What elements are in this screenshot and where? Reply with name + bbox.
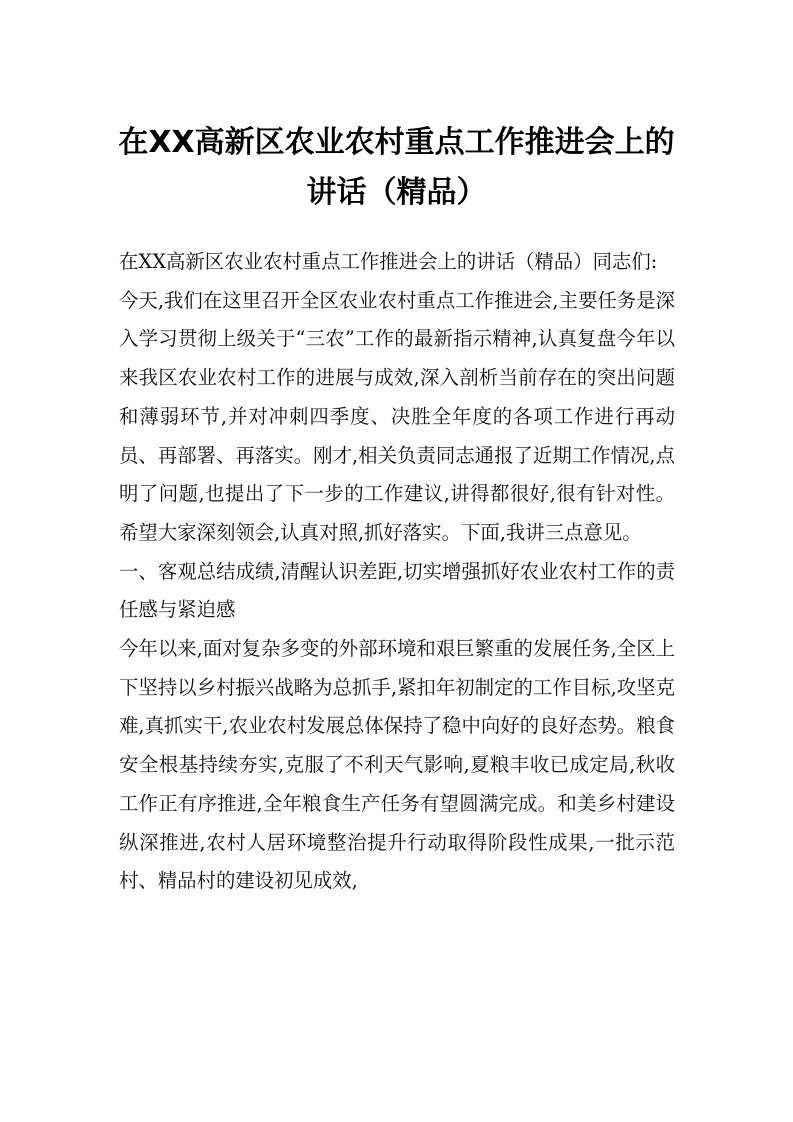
title-line-1: 在XX高新区农业农村重点工作推进会上的 xyxy=(118,125,675,160)
body-paragraph-achievements: 今年以来,面对复杂多变的外部环境和艰巨繁重的发展任务,全区上下坚持以乡村振兴战略为总抓手,紧扣年初制定的工作目标,攻坚克难,真抓实干,农业农村发展总体保持了稳中向好的良好态势。粮食安全根基持续夯实,克服了不利天气影响,夏粮丰收已成定局,秋收工作正有序推进,全年粮食生产任务有望圆满完成。和美乡村建设纵深推进,农村人居环境整治提升行动取得阶段性成果,一批示范村、精品村的建设初见成效, xyxy=(119,637,675,893)
section-heading-1: 一、客观总结成绩,清醒认识差距,切实增强抓好农业农村工作的责任感与紧迫感 xyxy=(119,559,675,622)
body-paragraph-intro: 在XX高新区农业农村重点工作推进会上的讲话（精品）同志们: xyxy=(119,250,658,273)
body-paragraph-opening: 今天,我们在这里召开全区农业农村重点工作推进会,主要任务是深入学习贯彻上级关于“三农”工作的最新指示精神,认真复盘今年以来我区农业农村工作的进展与成效,深入剖析当前存在的突出问题和薄弱环节,并对冲刺四季度、决胜全年度的各项工作进行再动员、再部署、再落实。刚才,相关负责同志通报了近期工作情况,点明了问题,也提出了下一步的工作建议,讲得都很好,很有针对性。希望大家深刻领会,认真对照,抓好落实。下面,我讲三点意见。 xyxy=(119,288,675,544)
document-body xyxy=(119,243,675,901)
document-title xyxy=(100,118,693,218)
title-line-2: 讲话（精品） xyxy=(306,175,487,210)
